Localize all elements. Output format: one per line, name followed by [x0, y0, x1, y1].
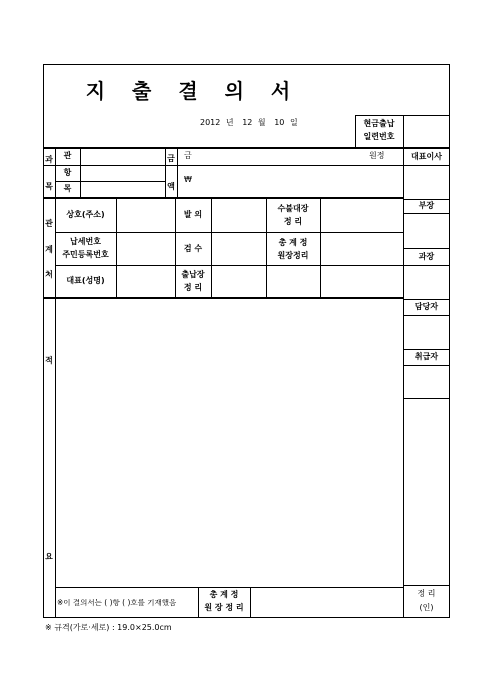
tax-no-label-2: 주민등록번호	[62, 250, 109, 259]
amount-label-2: 액	[167, 182, 175, 191]
date-line	[200, 119, 298, 127]
relation-side-1: 관	[45, 219, 53, 228]
account-label-2: 목	[45, 182, 53, 191]
amount-prefix: 금	[184, 151, 192, 160]
cash-serial-label-1: 현금출납	[363, 119, 395, 128]
date-month: 12	[242, 118, 253, 127]
summary-note: ※이 결의서는 ( )항 ( )호를 기재했음	[57, 599, 177, 607]
date-year-unit: 년	[225, 118, 234, 127]
summary-label-2: 요	[45, 552, 53, 561]
date-month-unit: 월	[257, 118, 266, 127]
tax-no-label-1: 납세번호	[70, 237, 101, 246]
approval-ceo: 대표이사	[411, 152, 442, 161]
inspect-label: 검 수	[183, 244, 203, 253]
date-day: 10	[274, 118, 285, 127]
spec-footnote: ※ 규격(가로·세로) : 19.0×25.0cm	[45, 623, 172, 632]
amount-label-1: 금	[167, 154, 175, 163]
date-year: 2012	[200, 118, 221, 127]
approval-staff: 담당자	[414, 302, 439, 311]
goods-ledger-label-2: 정 리	[283, 217, 303, 226]
trade-name-label: 상호(주소)	[66, 210, 105, 219]
general-ledger-label-1: 총 계 정	[278, 238, 308, 247]
account-gwan: 관	[63, 151, 72, 160]
approval-arrange: 정 리	[417, 589, 436, 598]
relation-side-2: 계	[45, 245, 53, 254]
account-hang: 항	[63, 168, 72, 177]
goods-ledger-label-1: 수불대장	[277, 204, 309, 213]
cash-serial-label-2: 일련번호	[363, 132, 395, 141]
approval-dept-head: 부장	[418, 201, 435, 210]
date-day-unit: 일	[289, 118, 298, 127]
account-mok: 목	[63, 184, 72, 193]
approval-handler: 취급자	[414, 352, 439, 361]
representative-label: 대표(성명)	[66, 276, 105, 285]
account-label-1: 과	[45, 155, 53, 164]
summary-label-1: 적	[45, 356, 53, 365]
relation-side-3: 처	[45, 270, 53, 279]
cash-ledger-label-2: 정 리	[183, 283, 203, 292]
summary-ledger-label-1: 총 계 정	[209, 590, 239, 599]
amount-unit: 원정	[369, 151, 385, 160]
won-sign: ₩	[184, 175, 192, 184]
cash-ledger-label-1: 출납장	[181, 270, 205, 279]
form-title: 지 출 결 의 서	[85, 79, 301, 103]
summary-ledger-label-2: 원 장 정 리	[204, 603, 244, 612]
approval-manager: 과장	[418, 252, 435, 261]
issue-label: 발 의	[183, 210, 203, 219]
general-ledger-label-2: 원장정리	[277, 251, 309, 260]
approval-seal: (인)	[419, 603, 434, 612]
